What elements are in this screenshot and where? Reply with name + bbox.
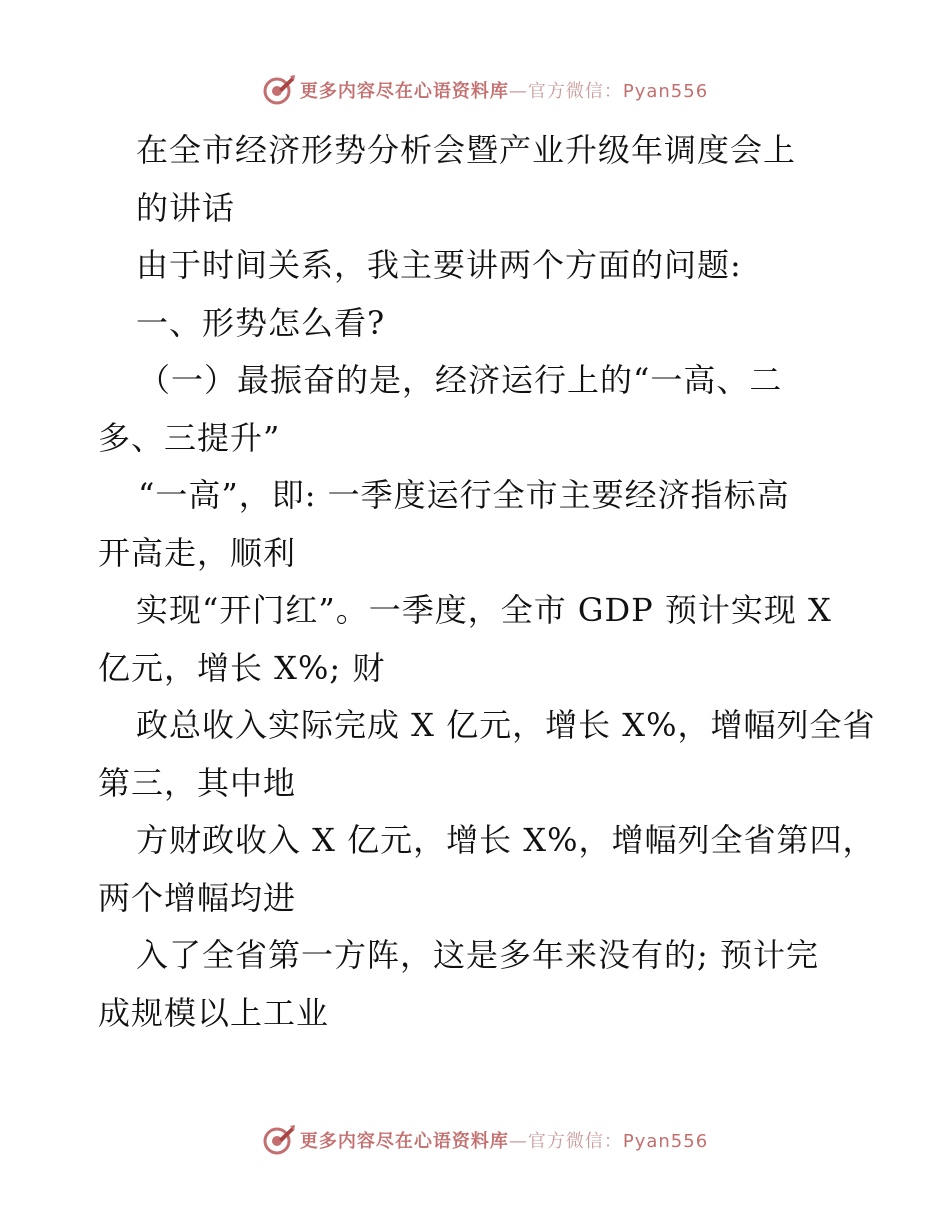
banner-site-text: 更多内容尽在心语资料库 <box>299 81 509 102</box>
logo-icon <box>262 1123 296 1157</box>
banner-wechat-label: 官方微信： <box>527 1131 623 1152</box>
doc-paragraph-line: 由于时间关系，我主要讲两个方面的问题: <box>136 246 742 284</box>
banner-wechat-id: Pyan556 <box>622 81 709 102</box>
banner-wechat-id: Pyan556 <box>622 1131 709 1152</box>
subsection-heading-line-2: 多、三提升” <box>98 418 281 457</box>
subsection-heading-line-1: （一）最振奋的是，经济运行上的“一高、二 <box>138 361 783 399</box>
banner-wechat-label: 官方微信： <box>527 81 623 102</box>
doc-paragraph-line: 第三，其中地 <box>98 763 297 802</box>
doc-paragraph-line: 亿元，增长 X%; 财 <box>98 648 386 687</box>
doc-paragraph-line: 实现“开门红”。一季度，全市 GDP 预计实现 X <box>136 591 832 629</box>
doc-paragraph-line: “一高”，即: 一季度运行全市主要经济指标高 <box>138 476 790 514</box>
document-body <box>98 122 876 1042</box>
doc-paragraph-line: 成规模以上工业 <box>98 993 330 1032</box>
doc-paragraph-line: 两个增幅均进 <box>98 878 297 917</box>
doc-title-line-1: 在全市经济形势分析会暨产业升级年调度会上 <box>136 131 797 169</box>
footer-banner <box>0 1120 950 1160</box>
header-banner <box>0 70 950 110</box>
doc-paragraph-line: 政总收入实际完成 X 亿元，增长 X%，增幅列全省 <box>136 706 876 744</box>
logo-icon <box>262 73 296 107</box>
banner-site-text: 更多内容尽在心语资料库 <box>299 1131 509 1152</box>
banner-dash: — <box>508 81 528 102</box>
section-heading: 一、形势怎么看? <box>136 303 386 342</box>
doc-paragraph-line: 开高走，顺利 <box>98 533 297 572</box>
banner-dash: — <box>508 1131 528 1152</box>
doc-paragraph-line: 方财政收入 X 亿元，增长 X%，增幅列全省第四， <box>136 821 876 859</box>
doc-paragraph-line: 入了全省第一方阵，这是多年来没有的; 预计完 <box>136 936 819 974</box>
doc-title-line-2: 的讲话 <box>136 188 236 227</box>
